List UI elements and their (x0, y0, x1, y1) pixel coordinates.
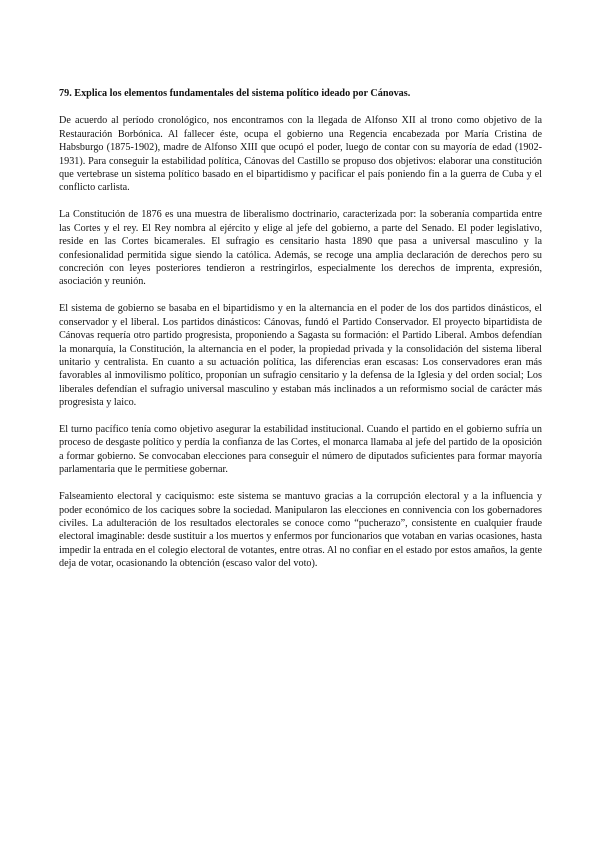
paragraph-intro: De acuerdo al período cronológico, nos encontramos con la llegada de Alfonso XII al trono como objetivo de la Restauración Borbónica. Al fallecer éste, ocupa el gobierno una Regencia encabezada por María Cristina de Habsburgo (1875-1902), madre de Alfonso XIII que ocupó el poder, luego de contar con su mayoría de edad (1902-1931). Para conseguir la estabilidad política, Cánovas del Castillo se propuso dos objetivos: elaborar una constitución que vertebrase un sistema político basado en el bipartidismo y pacificar el país poniendo fin a la guerra de Cuba y el conflicto carlista. (59, 115, 542, 194)
paragraph-bipartidism: El sistema de gobierno se basaba en el bipartidismo y en la alternancia en el poder de los dos partidos dinásticos, el conservador y el liberal. Los partidos dinásticos: Cánovas, fundó el Partido Conservador. El proyecto bipartidista de Cánovas requería otro partido progresista, proponiendo a Sagasta su formación: el Partido Liberal. Ambos defendían la monarquía, la Constitución, la alternancia en el poder, la propiedad privada y la consolidación del sistema liberal unitario y centralista. En cuanto a su actuación política, las diferencias eran escasas: Los conservadores eran más favorables al inmovilismo político, proponían un sufragio censitario y la defensa de la Iglesia y del orden social; Los liberales defendían el sufragio universal masculino y estaban más inclinados a un reformismo social de carácter más progresista y laico. (59, 303, 542, 409)
paragraph-peaceful-turn: El turno pacífico tenía como objetivo asegurar la estabilidad institucional. Cuando el partido en el gobierno sufría un proceso de desgaste político y perdía la confianza de las Cortes, el monarca llamaba al jefe del partido de la oposición a formar gobierno. Se convocaban elecciones para conseguir el número de diputados suficientes para formar mayoría parlamentaria que le permitiese gobernar. (59, 424, 542, 476)
paragraph-electoral-fraud: Falseamiento electoral y caciquismo: este sistema se mantuvo gracias a la corrupción electoral y a la influencia y poder económico de los caciques sobre la sociedad. Manipularon las elecciones en connivencia con los gobernadores civiles. La adulteración de los resultados electorales se conoce como “pucherazo”, consistente en cualquier fraude electoral imaginable: desde sustituir a los muertos y enfermos por funcionarios que votaban en varias ocasiones, hasta impedir la entrada en el colegio electoral de votantes, entre otras. Al no confiar en el estado por estos amaños, la gente deja de votar, ocasionando la obtención (escaso valor del voto). (59, 491, 542, 570)
document-title: 79. Explica los elementos fundamentales del sistema político ideado por Cánovas. (59, 88, 411, 99)
paragraph-constitution: La Constitución de 1876 es una muestra de liberalismo doctrinario, caracterizada por: la soberanía compartida entre las Cortes y el rey. El Rey nombra al ejército y elige al jefe del gobierno, a parte del Senado. El poder legislativo, reside en las Cortes bicamerales. El sufragio es censitario hasta 1890 que pasa a universal masculino y la confesionalidad permitida sigue siendo la católica. Además, se recoge una amplia declaración de derechos pero su concreción con leyes posteriores tendieron a restringirlos, especialmente los derechos de imprenta, expresión, asociación y reunión. (59, 209, 542, 288)
document-page (59, 87, 542, 584)
